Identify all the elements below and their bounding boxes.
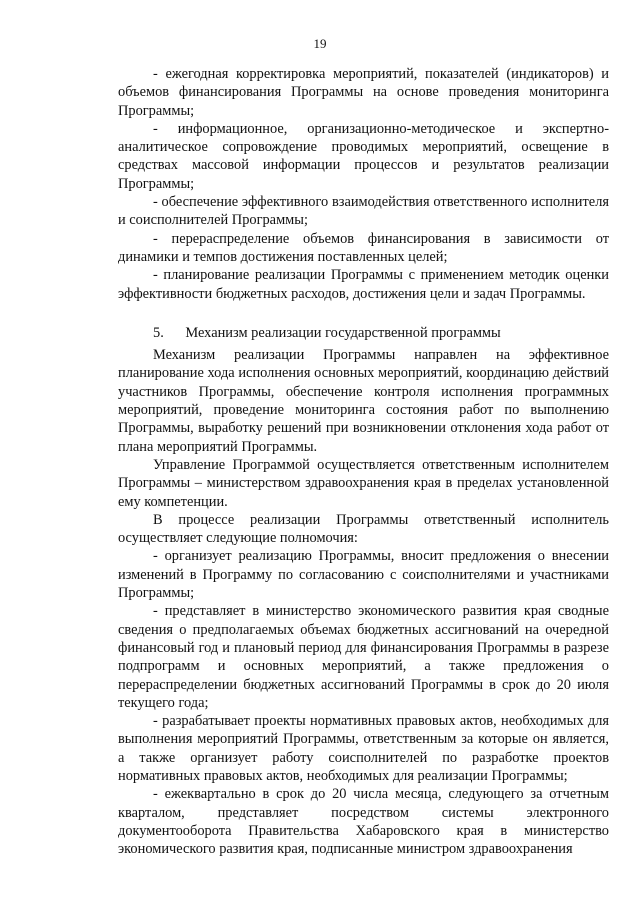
section-heading: 5. Механизм реализации государственной программы [153,324,501,341]
page-number: 19 [313,36,327,51]
list-item: - разрабатывает проекты нормативных правовых актов, необходимых для выполнения мероприятий Программы, ответственным за которые он является, а также организует работу соисполнителей по разработке проектов нормативных правовых актов, необходимых для реализации Программы; [118,713,609,784]
paragraph: В процессе реализации Программы ответственный исполнитель осуществляет следующие полномочия: [118,511,609,547]
document-body [118,65,609,858]
list-item: - информационное, организационно-методическое и экспертно-аналитическое сопровождение проводимых мероприятий, освещение в средствах массовой информации процессов и результатов реализации Программы; [118,120,609,192]
list-item: - организует реализацию Программы, вносит предложения о внесении изменений в Программу по согласованию с соисполнителями и участниками Программы; [118,548,609,602]
paragraph: Механизм реализации Программы направлен на эффективное планирование хода исполнения основных мероприятий, координацию действий участников Программы, обеспечение контроля исполнения программных мероприятий, проведение мониторинга состояния работ по выполнению Программы, выработку решений при возникновении отклонения хода работ от плана мероприятий Программы. [118,347,609,455]
list-item: - обеспечение эффективного взаимодействия ответственного исполнителя и соисполнителей Программы; [118,194,609,229]
list-item: - ежеквартально в срок до 20 числа месяца, следующего за отчетным кварталом, представляет посредством системы электронного документооборота Правительства Хабаровского края в министерство экономического развития края, подписанные министром здравоохранения [118,786,609,858]
list-item: - планирование реализации Программы с применением методик оценки эффективности бюджетных расходов, достижения цели и задач Программы. [118,267,609,302]
list-item: - перераспределение объемов финансирования в зависимости от динамики и темпов достижения поставленных целей; [118,230,609,265]
list-item: - представляет в министерство экономического развития края сводные сведения о предполагаемых объемах бюджетных ассигнований на очередной финансовый год и плановый период для финансирования Программы в разрезе подпрограмм и основных мероприятий, а также предложения о перераспределении бюджетных ассигнований Программы в срок до 20 июля текущего года; [118,603,609,711]
list-item: - ежегодная корректировка мероприятий, показателей (индикаторов) и объемов финансирования Программы на основе проведения мониторинга Программы; [118,66,609,119]
paragraph: Управление Программой осуществляется ответственным исполнителем Программы – министерством здравоохранения края в пределах установленной ему компетенции. [118,456,609,510]
